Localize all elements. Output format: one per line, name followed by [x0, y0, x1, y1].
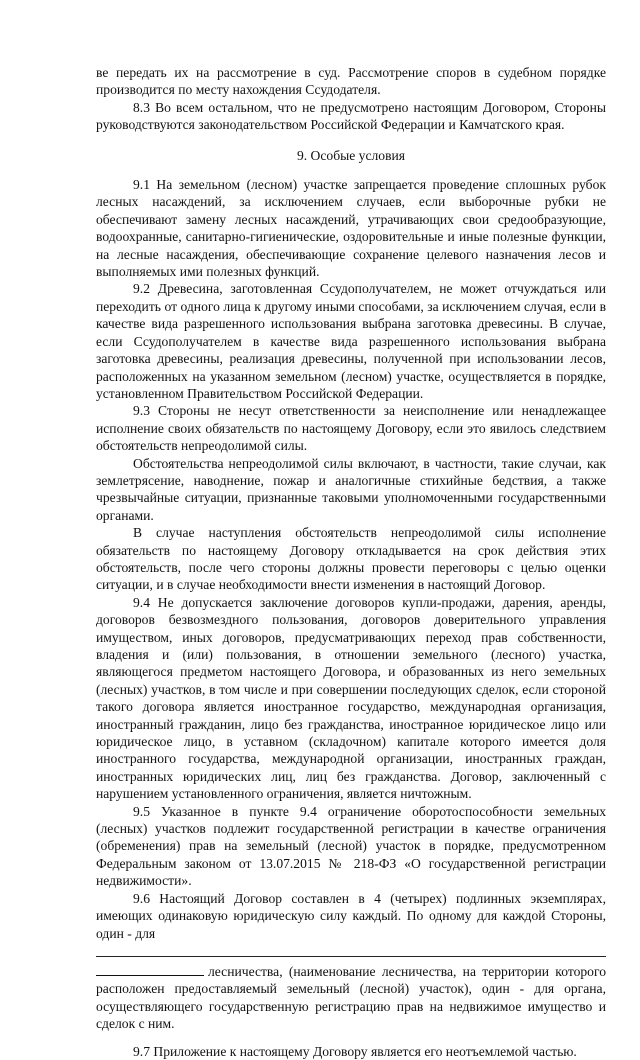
section-9-title: 9. Особые условия: [296, 147, 406, 163]
paragraph-9-6-continued: [96, 963, 606, 1033]
blank-fill-line: [96, 964, 204, 976]
paragraph-9-5: 9.5 Указанное в пункте 9.4 ограничение оборотоспособности земельных (лесных) участков подлежит государственной регистрации в качестве ограничения (обременения) прав на земельный (лесной) участок в порядке, предусмотренном Федеральным законом от 13.07.2015 № 218-ФЗ «О государственной регистрации недвижимости».: [96, 803, 606, 889]
paragraph-9-6: 9.6 Настоящий Договор составлен в 4 (четырех) подлинных экземплярах, имеющих одинаковую юридическую силу каждый. По одному для каждой Стороны, один - для: [96, 890, 606, 941]
paragraph-9-4: 9.4 Не допускается заключение договоров купли-продажи, дарения, аренды, договоров безвозмездного пользования, договоров доверительного управления имуществом, иных договоров, предусматривающих переход прав собственности, владения и (или) пользования, в отношении земельного (лесного) участка, являющегося предметом настоящего Договора, и образованных из него земельных (лесных) участков, в том числе и при совершении последующих сделок, если стороной такого договора является иностранное государство, международная организация, иностранный гражданин, лицо без гражданства, иностранное юридическое лицо или юридическое лицо, в уставном (складочном) капитале которого имеется доля иностранного государства, международной организации, иностранных граждан, иностранных юридических лиц, лиц без гражданства. Договор, заключенный с нарушением установленного ограничения, является ничтожным.: [96, 594, 606, 802]
horizontal-rule: [96, 956, 606, 957]
paragraph-8-2-tail: ве передать их на рассмотрение в суд. Рассмотрение споров в судебном порядке производится по месту нахождения Ссудодателя.: [96, 65, 606, 98]
paragraph-9-3-force-majeure-cases: Обстоятельства непреодолимой силы включают, в частности, такие случаи, как землетрясение, наводнение, пожар и аналогичные стихийные бедствия, а также чрезвычайные ситуации, признанные таковыми уполномоченными государственными органами.: [96, 455, 606, 523]
paragraph-9-6-continued-text: лесничества, (наименование лесничества, на территории которого расположен предоставляемый земельный (лесной) участок), один - для органа, осуществляющего государственную регистрацию прав на недвижимое имущество и сделок с ним.: [96, 963, 606, 1032]
paragraph-9-2: 9.2 Древесина, заготовленная Ссудополучателем, не может отчуждаться или переходить от одного лица к другому иными способами, за исключением случая, если в качестве вида разрешенного использования выбрана заготовка древесины. В случае, если Ссудополучателем в качестве вида разрешенного использования выбрана заготовка древесины, реализация древесины, полученной при использовании лесов, расположенных на указанном земельном (лесном) участке, осуществляется в порядке, установленном Правительством Российской Федерации.: [96, 281, 606, 401]
paragraph-9-3-force-majeure-procedure: В случае наступления обстоятельств непреодолимой силы исполнение обязательств по настоящему Договору откладывается на срок действия этих обстоятельств, после чего стороны должны провести переговоры с целью оценки ситуации, и в случае необходимости внести изменения в настоящий Договор.: [96, 525, 606, 593]
paragraph-8-3: 8.3 Во всем остальном, что не предусмотрено настоящим Договором, Стороны руководствуются законодательством Российской Федерации и Камчатского края.: [96, 99, 606, 133]
paragraph-9-7: 9.7 Приложение к настоящему Договору является его неотъемлемой частью.: [133, 1043, 577, 1059]
paragraph-9-1: 9.1 На земельном (лесном) участке запрещается проведение сплошных рубок лесных насаждений, за исключением случаев, если выборочные рубки не обеспечивают замену лесных насаждений, утрачивающих свои средообразующие, водоохранные, санитарно-гигиенические, оздоровительные и иные полезные функции, на лесные насаждения, обеспечивающие сохранение целевого назначения лесов и выполняемых ими полезных функций.: [96, 177, 606, 280]
paragraph-9-3: 9.3 Стороны не несут ответственности за неисполнение или ненадлежащее исполнение своих обязательств по настоящему Договору, если это явилось следствием обстоятельств непреодолимой силы.: [96, 403, 606, 454]
document-page: [96, 64, 606, 1060]
